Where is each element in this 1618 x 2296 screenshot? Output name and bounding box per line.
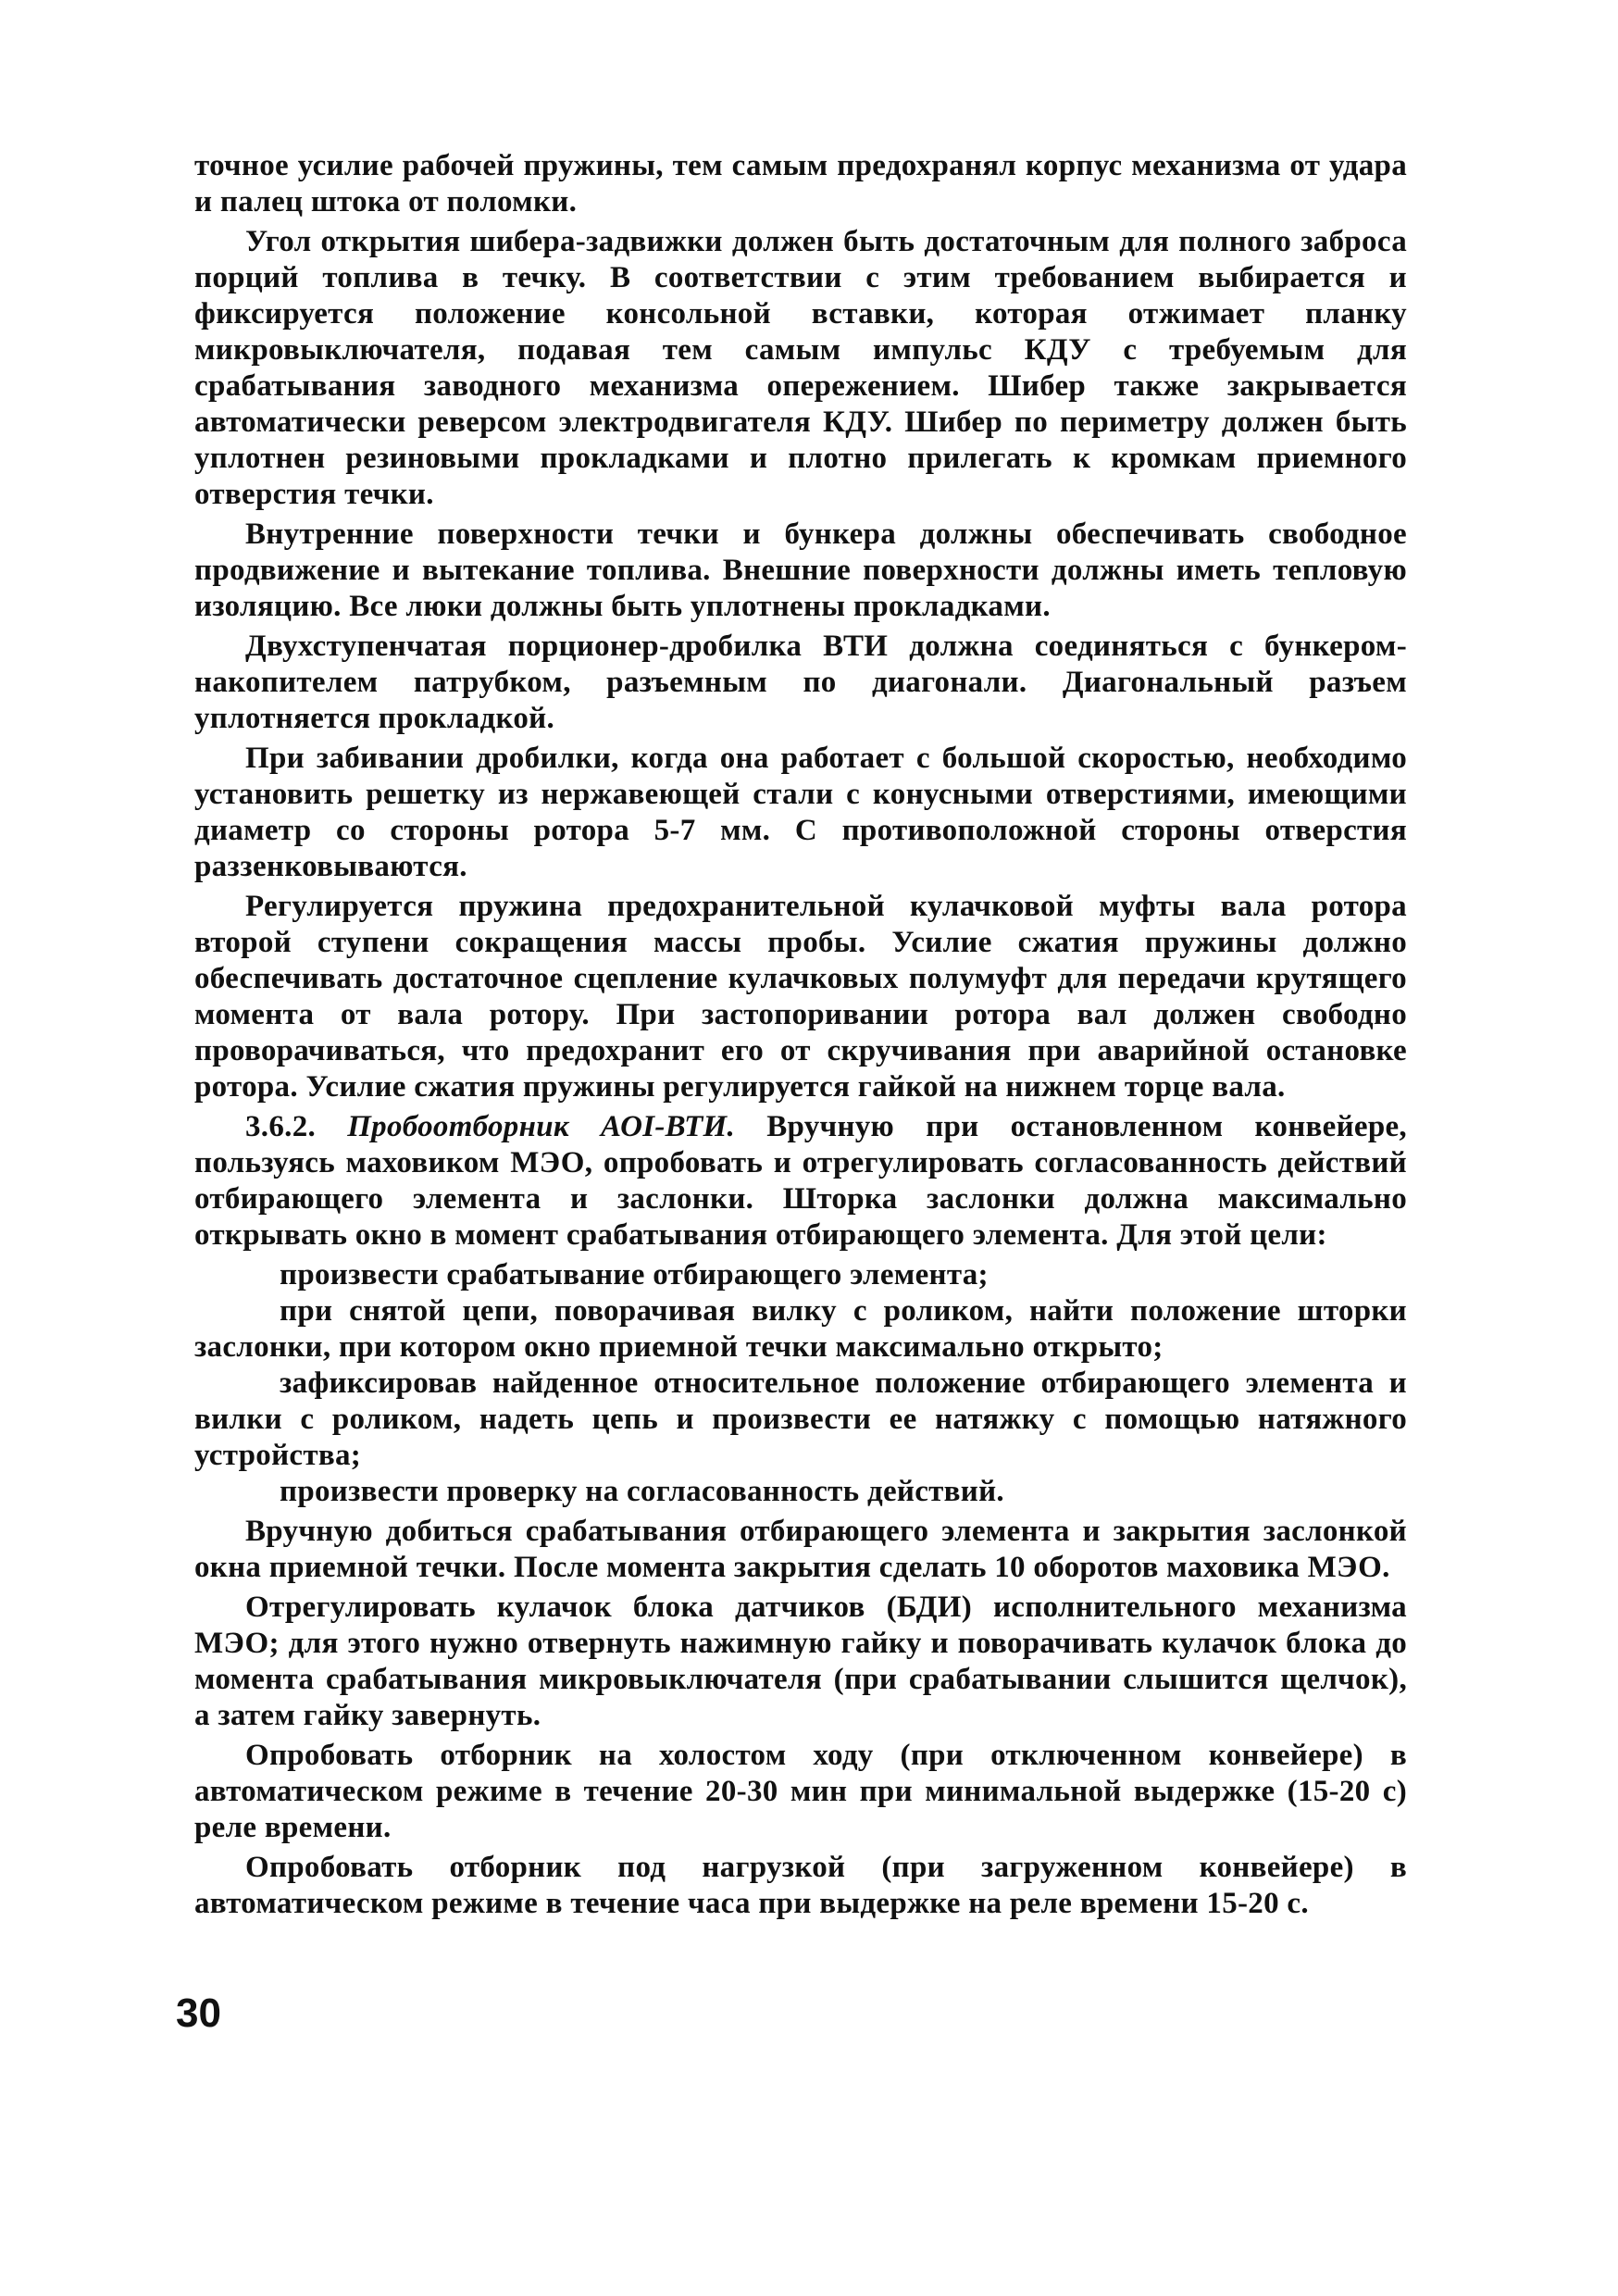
paragraph-manual-trigger: Вручную добиться срабатывания отбирающего элемента и закрытия заслонкой окна приемной течки. После момента закрытия сделать 10 оборотов маховика МЭО. <box>194 1515 1407 1584</box>
document-page <box>194 148 1407 1926</box>
paragraph-sensor-cam: Отрегулировать кулачок блока датчиков (БДИ) исполнительного механизма МЭО; для этого нужно отвернуть нажимную гайку и поворачивать кулачок блока до момента срабатывания микровыключателя (при срабатывании слышится щелчок), а затем гайку завернуть. <box>194 1591 1407 1732</box>
paragraph-inner-surfaces: Внутренние поверхности течки и бункера должны обеспечивать свободное продвижение и вытекание топлива. Внешние поверхности должны иметь тепловую изоляцию. Все люки должны быть уплотнены прокладками. <box>194 518 1407 623</box>
paragraph-shutter-angle: Угол открытия шибера-задвижки должен быть достаточным для полного заброса порций топлива в течку. В соответствии с этим требованием выбирается и фиксируется положение консольной вставки, которая отжимает планку микровыключателя, подавая тем самым импульс КДУ с требуемым для срабатывания заводного механизма опережением. Шибер также закрывается автоматически реверсом электродвигателя КДУ. Шибер по периметру должен быть уплотнен резиновыми прокладками и плотно прилегать к кромкам приемного отверстия течки. <box>194 225 1407 511</box>
paragraph-continuation: точное усилие рабочей пружины, тем самым предохранял корпус механизма от удара и палец штока от поломки. <box>194 149 1407 218</box>
paragraph-spring-adjustment: Регулируется пружина предохранительной кулачковой муфты вала ротора второй ступени сокращения массы пробы. Усилие сжатия пружины должно обеспечивать достаточное сцепление кулачковых полумуфт для передачи крутящего момента от вала ротору. При застопоривании ротора вал должен свободно проворачиваться, что предохранит его от скручивания при аварийной остановке ротора. Усилие сжатия пружины регулируется гайкой на нижнем торце вала. <box>194 890 1407 1104</box>
paragraph-crusher-connection: Двухступенчатая порционер-дробилка ВТИ должна соединяться с бункером-накопителем патрубком, разъемным по диагонали. Диагональный разъем уплотняется прокладкой. <box>194 630 1407 735</box>
list-item-3: зафиксировав найденное относительное положение отбирающего элемента и вилки с роликом, надеть цепь и произвести ее натяжку с помощью натяжного устройства; <box>194 1366 1407 1472</box>
paragraph-idle-test: Опробовать отборник на холостом ходу (при отключенном конвейере) в автоматическом режиме в течение 20-30 мин при минимальной выдержке (15-20 с) реле времени. <box>194 1739 1407 1844</box>
section-number: 3.6.2. <box>245 1110 317 1143</box>
section-title: Пробоотборник АОI-ВТИ. <box>347 1110 736 1143</box>
list-item-4: произвести проверку на согласованность действий. <box>280 1475 1004 1508</box>
section-text: Вручную при остановленном конвейере, пользуясь маховиком МЭО, опробовать и отрегулировать согласованность действий отбирающего элемента и заслонки. Шторка заслонки должна максимально открывать окно в момент срабатывания отбирающего элемента. Для этой цели: <box>194 1110 1407 1252</box>
list-item-2: при снятой цепи, поворачивая вилку с роликом, найти положение шторки заслонки, при котором окно приемной течки максимально открыто; <box>194 1294 1407 1364</box>
paragraph-load-test: Опробовать отборник под нагрузкой (при загруженном конвейере) в автоматическом режиме в течение часа при выдержке на реле времени 15-20 с. <box>194 1851 1407 1920</box>
list-item-1: произвести срабатывание отбирающего элемента; <box>280 1258 989 1292</box>
page-number: 30 <box>176 1990 221 2036</box>
paragraph-section-3-6-2 <box>194 1109 1407 1254</box>
paragraph-crusher-clogging: При забивании дробилки, когда она работает с большой скоростью, необходимо установить решетку из нержавеющей стали с конусными отверстиями, имеющими диаметр со стороны ротора 5-7 мм. С противоположной стороны отверстия раззенковываются. <box>194 742 1407 883</box>
